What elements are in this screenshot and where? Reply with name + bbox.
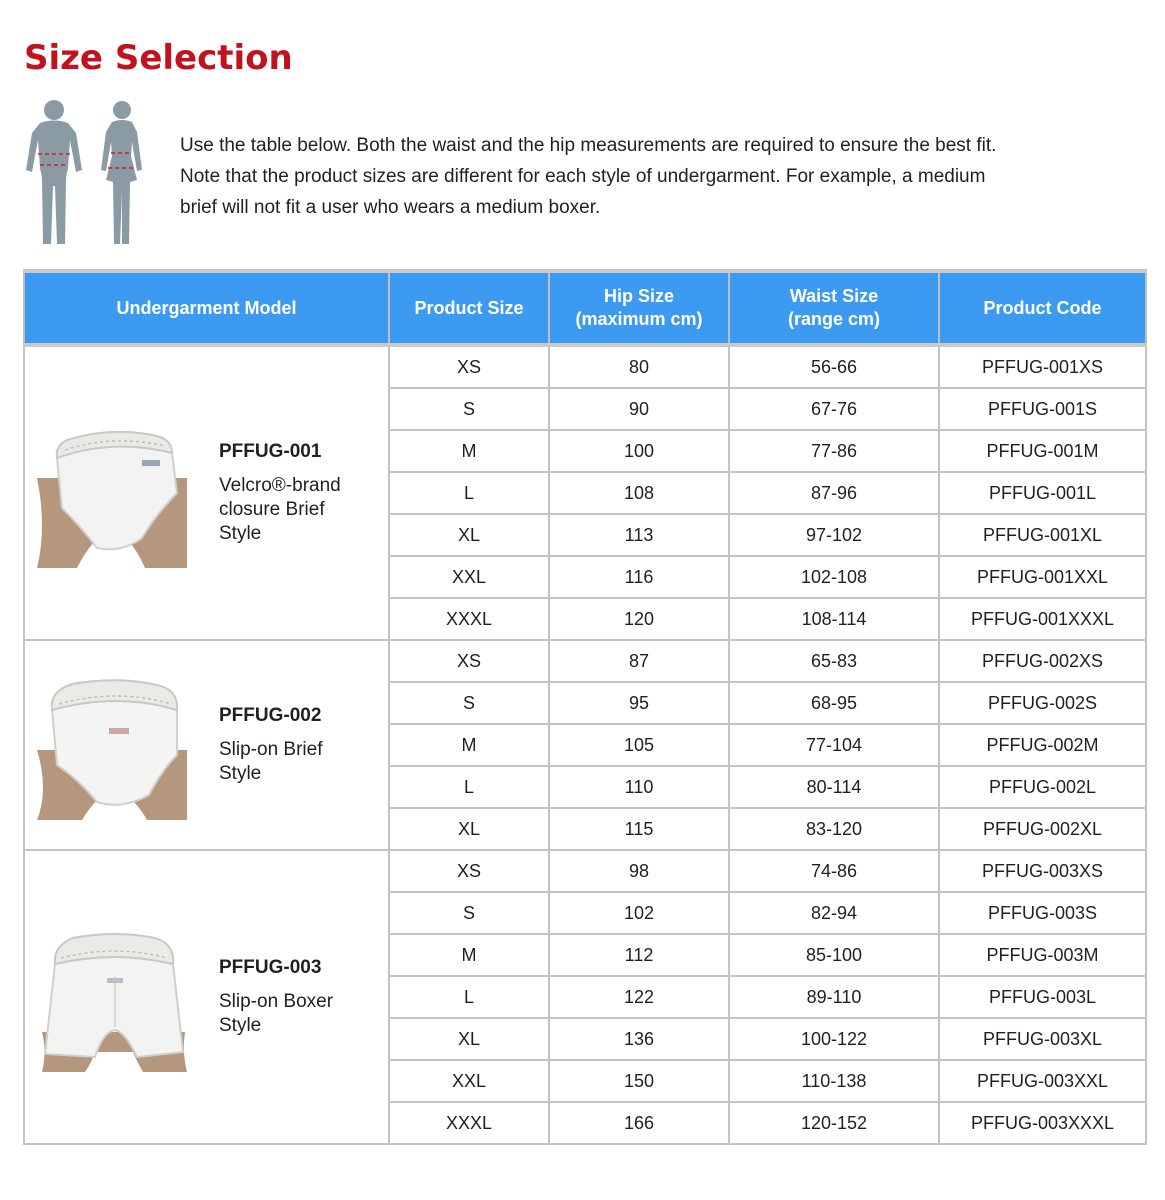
header-hip <box>549 271 729 345</box>
cell-hip: 95 <box>549 682 729 724</box>
header-code: Product Code <box>939 271 1146 345</box>
cell-hip: 150 <box>549 1060 729 1102</box>
cell-code: PFFUG-002M <box>939 724 1146 766</box>
cell-waist: 80-114 <box>729 766 939 808</box>
cell-code: PFFUG-002XS <box>939 640 1146 682</box>
cell-size: XXXL <box>389 1102 549 1144</box>
cell-waist: 89-110 <box>729 976 939 1018</box>
cell-hip: 80 <box>549 345 729 388</box>
cell-waist: 108-114 <box>729 598 939 640</box>
model-cell <box>24 640 389 850</box>
cell-waist: 74-86 <box>729 850 939 892</box>
intro-line-2: Note that the product sizes are different for each style of undergarment. For example, a medium <box>180 166 986 187</box>
page-title: Size Selection <box>24 38 293 78</box>
model-info <box>25 670 388 820</box>
cell-code: PFFUG-003S <box>939 892 1146 934</box>
cell-hip: 136 <box>549 1018 729 1060</box>
model-cell <box>24 850 389 1144</box>
header-waist <box>729 271 939 345</box>
header-hip-line-1: Hip Size <box>603 286 674 306</box>
cell-waist: 85-100 <box>729 934 939 976</box>
header-size: Product Size <box>389 271 549 345</box>
cell-hip: 166 <box>549 1102 729 1144</box>
model-info <box>25 418 388 568</box>
cell-size: XL <box>389 1018 549 1060</box>
cell-size: M <box>389 430 549 472</box>
cell-size: L <box>389 472 549 514</box>
model-cell <box>24 345 389 640</box>
human-figures-icon <box>18 98 158 246</box>
cell-code: PFFUG-001S <box>939 388 1146 430</box>
brief-slipon-icon <box>37 670 187 820</box>
cell-waist: 77-86 <box>729 430 939 472</box>
body-measurement-figures <box>18 98 158 246</box>
cell-code: PFFUG-001XXXL <box>939 598 1146 640</box>
intro-line-1: Use the table below. Both the waist and the hip measurements are required to ensure the best fit. <box>180 135 997 156</box>
model-description: Slip-on Brief Style <box>219 739 323 784</box>
cell-waist: 120-152 <box>729 1102 939 1144</box>
cell-code: PFFUG-003XXXL <box>939 1102 1146 1144</box>
cell-hip: 105 <box>549 724 729 766</box>
cell-hip: 87 <box>549 640 729 682</box>
model-code: PFFUG-003 <box>219 957 322 978</box>
cell-hip: 110 <box>549 766 729 808</box>
cell-code: PFFUG-001XL <box>939 514 1146 556</box>
cell-waist: 97-102 <box>729 514 939 556</box>
table-row <box>24 345 1146 388</box>
cell-size: L <box>389 976 549 1018</box>
cell-hip: 100 <box>549 430 729 472</box>
header-waist-line-1: Waist Size <box>789 286 879 306</box>
model-info <box>25 922 388 1072</box>
cell-size: XXL <box>389 556 549 598</box>
cell-code: PFFUG-003XL <box>939 1018 1146 1060</box>
cell-size: XXL <box>389 1060 549 1102</box>
cell-code: PFFUG-003L <box>939 976 1146 1018</box>
intro-text <box>180 130 1080 223</box>
model-code: PFFUG-002 <box>219 705 322 726</box>
cell-hip: 98 <box>549 850 729 892</box>
cell-size: S <box>389 892 549 934</box>
cell-size: XS <box>389 345 549 388</box>
cell-size: M <box>389 934 549 976</box>
cell-size: M <box>389 724 549 766</box>
cell-hip: 108 <box>549 472 729 514</box>
model-text <box>219 956 359 1038</box>
intro-line-3: brief will not fit a user who wears a medium boxer. <box>180 197 601 218</box>
cell-code: PFFUG-001XXL <box>939 556 1146 598</box>
cell-code: PFFUG-002L <box>939 766 1146 808</box>
cell-hip: 90 <box>549 388 729 430</box>
cell-code: PFFUG-001M <box>939 430 1146 472</box>
brief-velcro-icon <box>37 418 187 568</box>
cell-hip: 116 <box>549 556 729 598</box>
cell-size: L <box>389 766 549 808</box>
model-text <box>219 704 359 786</box>
header-waist-line-2: (range cm) <box>787 309 881 329</box>
cell-code: PFFUG-003XXL <box>939 1060 1146 1102</box>
size-table <box>23 269 1147 1145</box>
cell-waist: 100-122 <box>729 1018 939 1060</box>
cell-waist: 87-96 <box>729 472 939 514</box>
model-text <box>219 440 359 546</box>
cell-hip: 115 <box>549 808 729 850</box>
header-hip-line-2: (maximum cm) <box>575 309 703 329</box>
cell-waist: 82-94 <box>729 892 939 934</box>
cell-code: PFFUG-001L <box>939 472 1146 514</box>
cell-code: PFFUG-002S <box>939 682 1146 724</box>
cell-waist: 77-104 <box>729 724 939 766</box>
cell-size: XS <box>389 640 549 682</box>
model-description: Velcro®-brand closure Brief Style <box>219 475 341 544</box>
cell-code: PFFUG-003XS <box>939 850 1146 892</box>
cell-waist: 67-76 <box>729 388 939 430</box>
model-description: Slip-on Boxer Style <box>219 991 334 1036</box>
header-model: Undergarment Model <box>24 271 389 345</box>
cell-size: S <box>389 682 549 724</box>
cell-hip: 122 <box>549 976 729 1018</box>
table-row <box>24 640 1146 682</box>
cell-code: PFFUG-003M <box>939 934 1146 976</box>
cell-code: PFFUG-001XS <box>939 345 1146 388</box>
cell-waist: 68-95 <box>729 682 939 724</box>
cell-size: XL <box>389 808 549 850</box>
cell-hip: 113 <box>549 514 729 556</box>
cell-waist: 65-83 <box>729 640 939 682</box>
cell-code: PFFUG-002XL <box>939 808 1146 850</box>
model-code: PFFUG-001 <box>219 441 322 462</box>
boxer-slipon-icon <box>37 922 187 1072</box>
table-header-row <box>24 271 1146 345</box>
cell-size: XL <box>389 514 549 556</box>
cell-waist: 102-108 <box>729 556 939 598</box>
cell-hip: 120 <box>549 598 729 640</box>
cell-size: XS <box>389 850 549 892</box>
cell-size: XXXL <box>389 598 549 640</box>
cell-waist: 83-120 <box>729 808 939 850</box>
cell-hip: 112 <box>549 934 729 976</box>
cell-waist: 56-66 <box>729 345 939 388</box>
cell-hip: 102 <box>549 892 729 934</box>
table-body <box>24 345 1146 1144</box>
table-row <box>24 850 1146 892</box>
cell-size: S <box>389 388 549 430</box>
cell-waist: 110-138 <box>729 1060 939 1102</box>
